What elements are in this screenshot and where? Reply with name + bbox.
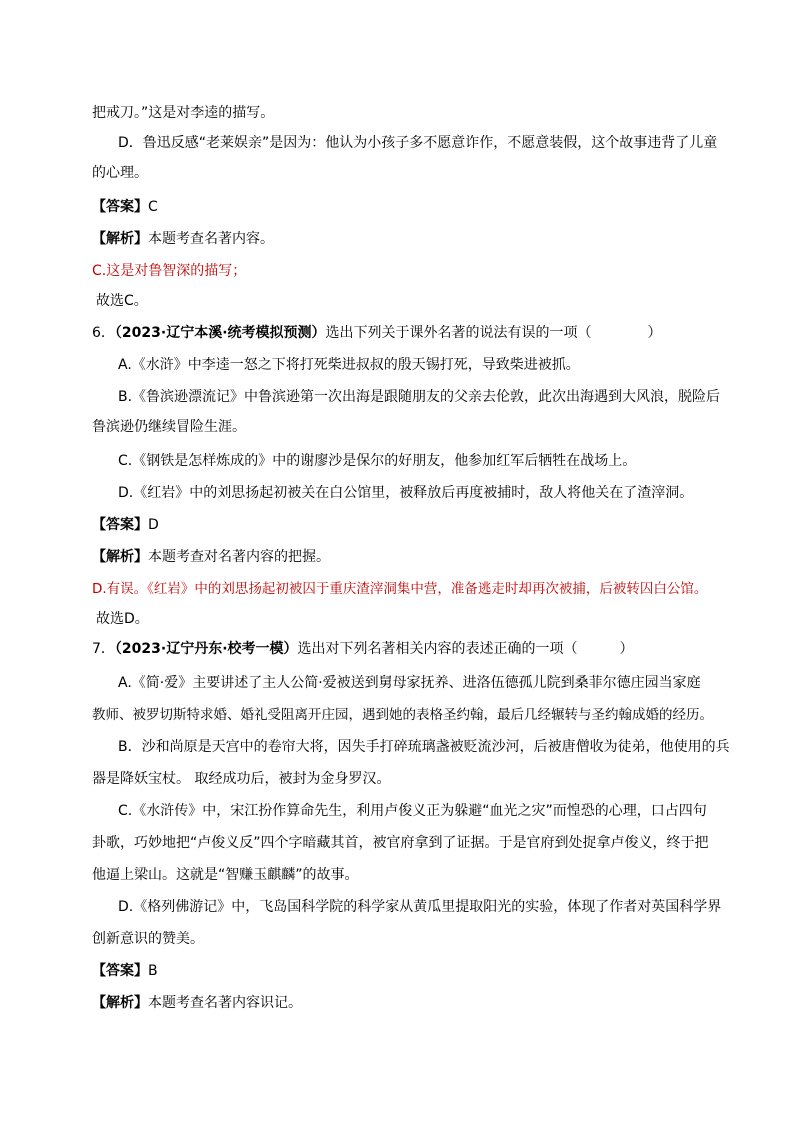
q6-option-d: D.《红岩》中的刘思扬起初被关在白公馆里，被释放后再度被捕时，敌人将他关在了渣滓洞。 xyxy=(118,485,694,501)
question-source: （2023·辽宁丹东·校考一模） xyxy=(114,641,298,657)
q7-option-b-cont: 器是降妖宝杖。 取经成功后，被封为金身罗汉。 xyxy=(92,771,391,787)
q7-option-c: C.《水浒传》中，宋江扮作算命先生，利用卢俊义正为躲避“血光之灾”而惶恐的心理，口占四句 xyxy=(118,803,707,819)
q7-option-b: B．沙和尚原是天宫中的卷帘大将，因失手打碎琉璃盏被贬流沙河，后被唐僧收为徒弟，他使用的兵 xyxy=(118,739,730,755)
q7-option-d: D.《格列佛游记》中，飞岛国科学院的科学家从黄瓜里提取阳光的实验，体现了作者对英国科学界 xyxy=(118,899,722,915)
analysis-detail: C.这是对鲁智深的描写； xyxy=(92,263,247,279)
answer-line xyxy=(92,962,158,980)
text-line: 的心理。 xyxy=(92,165,148,181)
q6-option-b: B.《鲁滨逊漂流记》中鲁滨逊第一次出海是跟随朋友的父亲去伦敦，此次出海遇到大风浪，脱险后 xyxy=(118,389,721,405)
analysis-tag: 【解析】 xyxy=(92,549,148,565)
analysis-line xyxy=(92,230,274,248)
q7-option-d-cont: 创新意识的赞美。 xyxy=(92,931,204,947)
question-source: （2023·辽宁本溪·统考模拟预测） xyxy=(114,325,326,341)
answer-value: C xyxy=(148,199,158,215)
q6-option-b-cont: 鲁滨逊仍继续冒险生涯。 xyxy=(92,419,246,435)
question-text: 选出对下列名著相关内容的表述正确的一项（ ） xyxy=(297,641,634,657)
analysis-value: 本题考查名著内容。 xyxy=(148,231,274,247)
analysis-tag: 【解析】 xyxy=(92,231,148,247)
text-line: 把戒刀。”这是对李逵的描写。 xyxy=(92,105,275,121)
analysis-tag: 【解析】 xyxy=(92,995,148,1011)
q6-option-c: C.《钢铁是怎样炼成的》中的谢廖沙是保尔的好朋友，他参加红军后牺牲在战场上。 xyxy=(118,453,637,469)
answer-tag: 【答案】 xyxy=(92,963,148,979)
analysis-line xyxy=(92,548,330,566)
answer-value: D xyxy=(148,517,159,533)
conclusion-line: 故选D。 xyxy=(96,611,149,627)
q7-option-a: A.《简·爱》主要讲述了主人公简·爱被送到舅母家抚养、进洛伍德孤儿院到桑菲尔德庄园当家庭 xyxy=(118,675,701,691)
q7-option-a-cont: 教师、被罗切斯特求婚、婚礼受阻离开庄园，遇到她的表格圣约翰，最后几经辗转与圣约翰成婚的经历。 xyxy=(92,707,713,723)
answer-line xyxy=(92,516,159,534)
q6-option-a: A.《水浒》中李逵一怒之下将打死柴进叔叔的殷天锡打死，导致柴进被抓。 xyxy=(118,357,580,373)
q7-option-c-cont: 他逼上梁山。这就是“智赚玉麒麟”的故事。 xyxy=(92,867,359,883)
answer-value: B xyxy=(148,963,158,979)
question-6-stem xyxy=(92,324,662,342)
question-number: 6． xyxy=(92,325,115,341)
analysis-value: 本题考查对名著内容的把握。 xyxy=(148,549,330,565)
question-text: 选出下列关于课外名著的说法有误的一项（ ） xyxy=(325,325,662,341)
question-7-stem xyxy=(92,640,634,658)
analysis-line xyxy=(92,994,302,1012)
option-d-line: D．鲁迅反感“老莱娱亲”是因为：他认为小孩子多不愿意诈作，不愿意装假，这个故事违背了儿童 xyxy=(118,135,718,151)
q7-option-c-cont: 卦歌，巧妙地把“卢俊义反”四个字暗藏其首，被官府拿到了证据。于是官府到处捉拿卢俊义，终于把 xyxy=(92,835,709,851)
answer-line xyxy=(92,198,158,216)
conclusion-line: 故选C。 xyxy=(96,293,148,309)
answer-tag: 【答案】 xyxy=(92,199,148,215)
question-number: 7． xyxy=(92,641,115,657)
analysis-value: 本题考查名著内容识记。 xyxy=(148,995,302,1011)
analysis-detail: D.有误。《红岩》中的刘思扬起初被囚于重庆渣滓洞集中营，准备逃走时却再次被捕，后被转囚白公馆。 xyxy=(92,581,708,597)
answer-tag: 【答案】 xyxy=(92,517,148,533)
